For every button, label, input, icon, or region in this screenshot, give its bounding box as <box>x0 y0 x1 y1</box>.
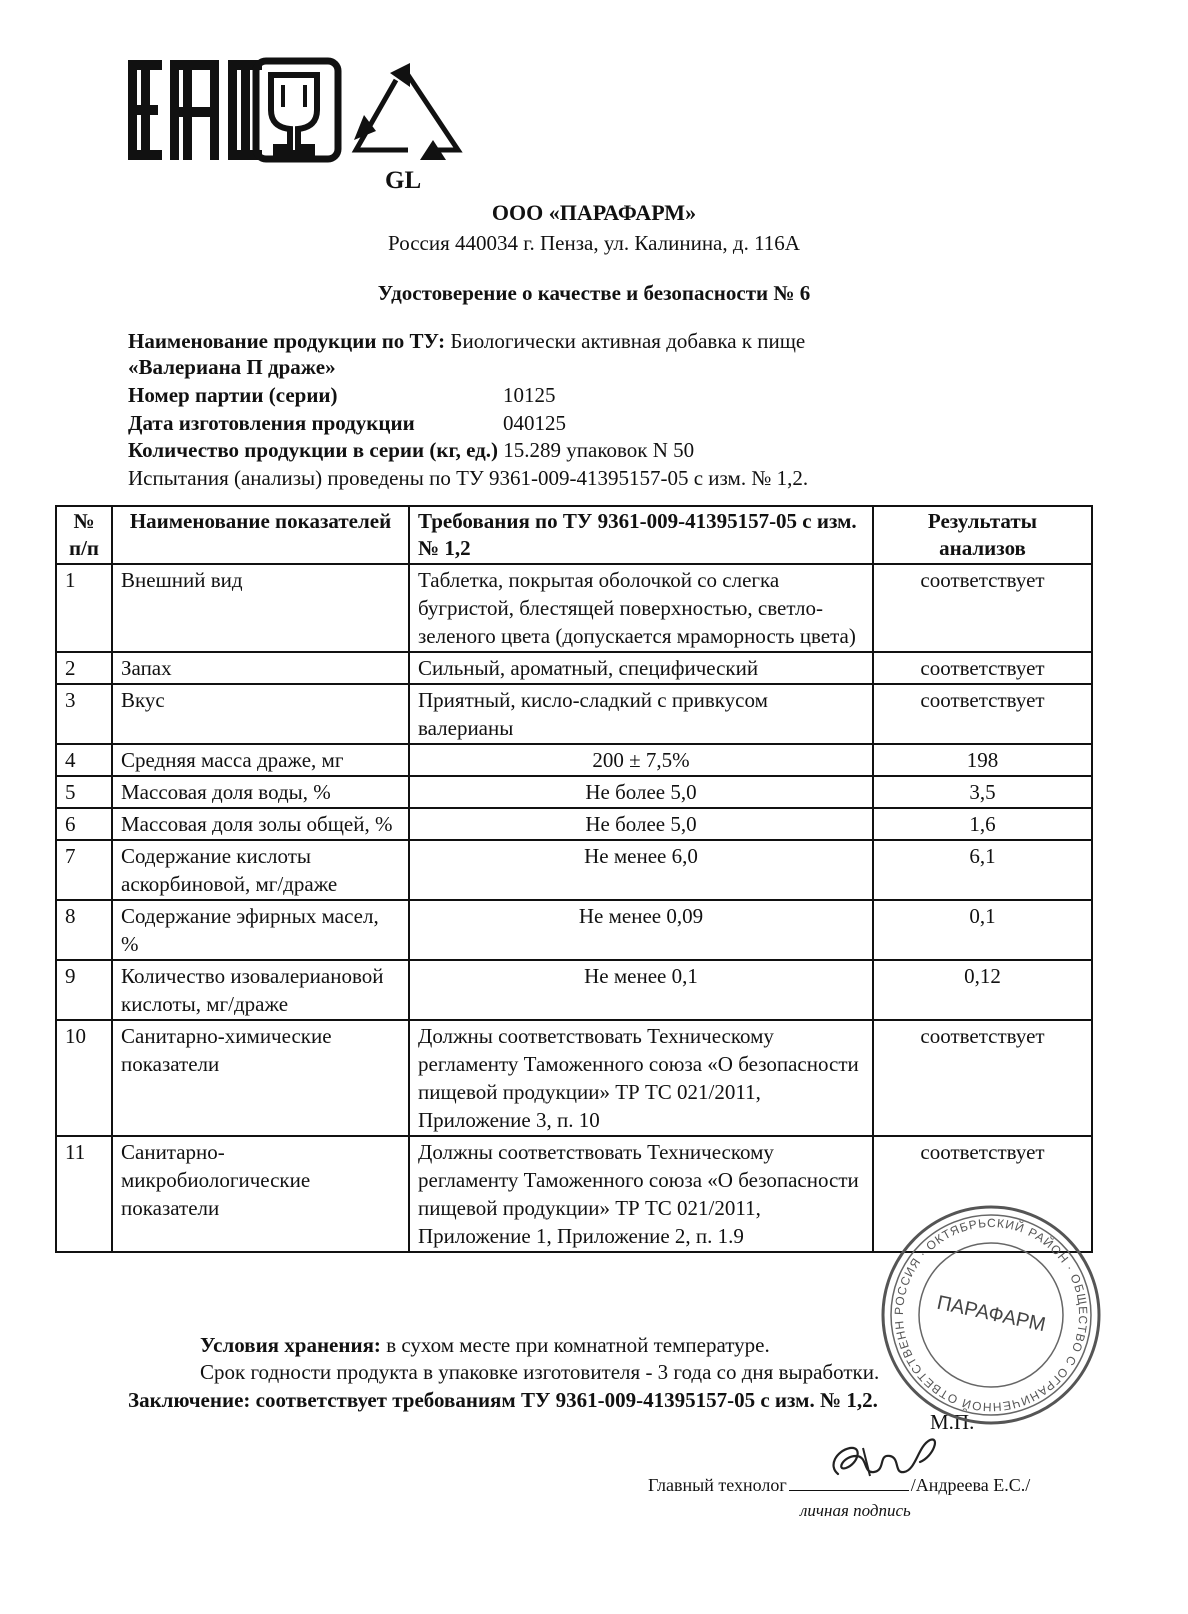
row-requirement: 200 ± 7,5% <box>409 744 873 776</box>
row-result: 1,6 <box>873 808 1092 840</box>
table-row <box>56 776 1092 808</box>
row-result: 0,1 <box>873 900 1092 960</box>
row-num: 7 <box>56 840 112 900</box>
row-result: 198 <box>873 744 1092 776</box>
row-name: Вкус <box>112 684 409 744</box>
row-requirement: Должны соответствовать Техническому регламенту Таможенного союза «О безопасности пищевой продукции» ТР ТС 021/2011, Приложение 1, Приложение 2, п. 1.9 <box>409 1136 873 1252</box>
batch-label: Номер партии (серии) <box>128 383 338 407</box>
signature-icon <box>808 1426 948 1496</box>
table-row <box>56 684 1092 744</box>
signer-name: /Андреева Е.С./ <box>910 1475 1031 1495</box>
quantity-line <box>128 437 694 463</box>
table-row <box>56 564 1092 652</box>
row-name: Массовая доля воды, % <box>112 776 409 808</box>
row-name: Внешний вид <box>112 564 409 652</box>
tests-note: Испытания (анализы) проведены по ТУ 9361-009-41395157-05 с изм. № 1,2. <box>128 466 809 490</box>
row-result: соответствует <box>873 684 1092 744</box>
row-result: соответствует <box>873 564 1092 652</box>
row-result: 0,12 <box>873 960 1092 1020</box>
header-requirements: Требования по ТУ 9361-009-41395157-05 с изм. № 1,2 <box>409 506 873 564</box>
row-name: Санитарно-микробиологические показатели <box>112 1136 409 1252</box>
row-requirement: Таблетка, покрытая оболочкой со слегка бугристой, блестящей поверхностью, светло-зеленого цвета (допускается мраморность цвета) <box>409 564 873 652</box>
product-name-value-2: «Валериана П драже» <box>128 355 336 379</box>
storage-line <box>200 1333 770 1358</box>
row-name: Количество изовалериановой кислоты, мг/драже <box>112 960 409 1020</box>
product-name-value: Биологически активная добавка к пище <box>450 329 806 353</box>
certification-logo <box>128 55 473 170</box>
row-requirement: Не менее 0,09 <box>409 900 873 960</box>
date-label: Дата изготовления продукции <box>128 411 415 435</box>
row-name: Массовая доля золы общей, % <box>112 808 409 840</box>
quality-table <box>55 505 1093 1253</box>
batch-value: 10125 <box>503 383 556 407</box>
row-result: соответствует <box>873 1136 1092 1252</box>
row-result: 3,5 <box>873 776 1092 808</box>
table-row <box>56 1020 1092 1136</box>
row-num: 6 <box>56 808 112 840</box>
table-row <box>56 652 1092 684</box>
row-requirement: Не более 5,0 <box>409 776 873 808</box>
date-line <box>128 410 566 436</box>
row-name: Санитарно-химические показатели <box>112 1020 409 1136</box>
row-num: 9 <box>56 960 112 1020</box>
signature-caption: личная подпись <box>800 1501 911 1520</box>
quantity-label: Количество продукции в серии (кг, ед.) <box>128 438 499 462</box>
conclusion: Заключение: соответствует требованиям ТУ 9361-009-41395157-05 с изм. № 1,2. <box>128 1388 878 1412</box>
quantity-value: 15.289 упаковок N 50 <box>503 438 695 462</box>
gl-label: GL <box>385 167 422 194</box>
row-num: 8 <box>56 900 112 960</box>
product-name-label: Наименование продукции по ТУ: <box>128 329 446 353</box>
storage-value: в сухом месте при комнатной температуре. <box>386 1333 770 1357</box>
signer-position: Главный технолог <box>648 1475 787 1495</box>
date-value: 040125 <box>503 411 566 435</box>
row-requirement: Не менее 6,0 <box>409 840 873 900</box>
table-row <box>56 744 1092 776</box>
eac-logo-icon <box>128 55 473 165</box>
row-name: Средняя масса драже, мг <box>112 744 409 776</box>
certificate-title: Удостоверение о качестве и безопасности № 6 <box>377 281 811 305</box>
row-result: соответствует <box>873 652 1092 684</box>
stamp-seal-icon <box>876 1200 1106 1430</box>
row-requirement: Не менее 0,1 <box>409 960 873 1020</box>
header-name: Наименование показателей <box>112 506 409 564</box>
shelf-life: Срок годности продукта в упаковке изготовителя - 3 года со дня выработки. <box>200 1360 880 1384</box>
row-requirement: Сильный, ароматный, специфический <box>409 652 873 684</box>
row-requirement: Приятный, кисло-сладкий с привкусом валерианы <box>409 684 873 744</box>
row-num: 2 <box>56 652 112 684</box>
storage-label: Условия хранения: <box>200 1333 381 1357</box>
table-header-row <box>56 506 1092 564</box>
stamp-ring-text: РОССИЯ · ОКТЯБРЬСКИЙ РАЙОН · ОБЩЕСТВО С ОГРАНИЧЕННОЙ ОТВЕТСТВЕНН <box>891 1215 1091 1415</box>
row-name: Запах <box>112 652 409 684</box>
row-result: соответствует <box>873 1020 1092 1136</box>
row-num: 1 <box>56 564 112 652</box>
row-requirement: Не более 5,0 <box>409 808 873 840</box>
header-results: Результаты анализов <box>873 506 1092 564</box>
stamp-center-text: ПАРАФАРМ <box>934 1291 1048 1337</box>
row-requirement: Должны соответствовать Техническому регламенту Таможенного союза «О безопасности пищевой продукции» ТР ТС 021/2011, Приложение 3, п. 10 <box>409 1020 873 1136</box>
row-num: 5 <box>56 776 112 808</box>
table-row <box>56 840 1092 900</box>
row-num: 3 <box>56 684 112 744</box>
company-stamp <box>876 1200 1106 1435</box>
handwritten-signature <box>808 1426 948 1501</box>
row-num: 10 <box>56 1020 112 1136</box>
product-name-line <box>128 328 805 354</box>
table-row <box>56 808 1092 840</box>
mp-label: М.П. <box>930 1410 975 1434</box>
table-row <box>56 900 1092 960</box>
company-name: ООО «ПАРАФАРМ» <box>491 200 697 225</box>
batch-line <box>128 382 556 408</box>
row-result: 6,1 <box>873 840 1092 900</box>
table-row <box>56 960 1092 1020</box>
row-num: 11 <box>56 1136 112 1252</box>
row-num: 4 <box>56 744 112 776</box>
row-name: Содержание кислоты аскорбиновой, мг/драже <box>112 840 409 900</box>
row-name: Содержание эфирных масел, % <box>112 900 409 960</box>
header-num: № п/п <box>56 506 112 564</box>
product-name-line-2 <box>128 354 336 380</box>
company-address: Россия 440034 г. Пенза, ул. Калинина, д. 116А <box>388 231 800 255</box>
